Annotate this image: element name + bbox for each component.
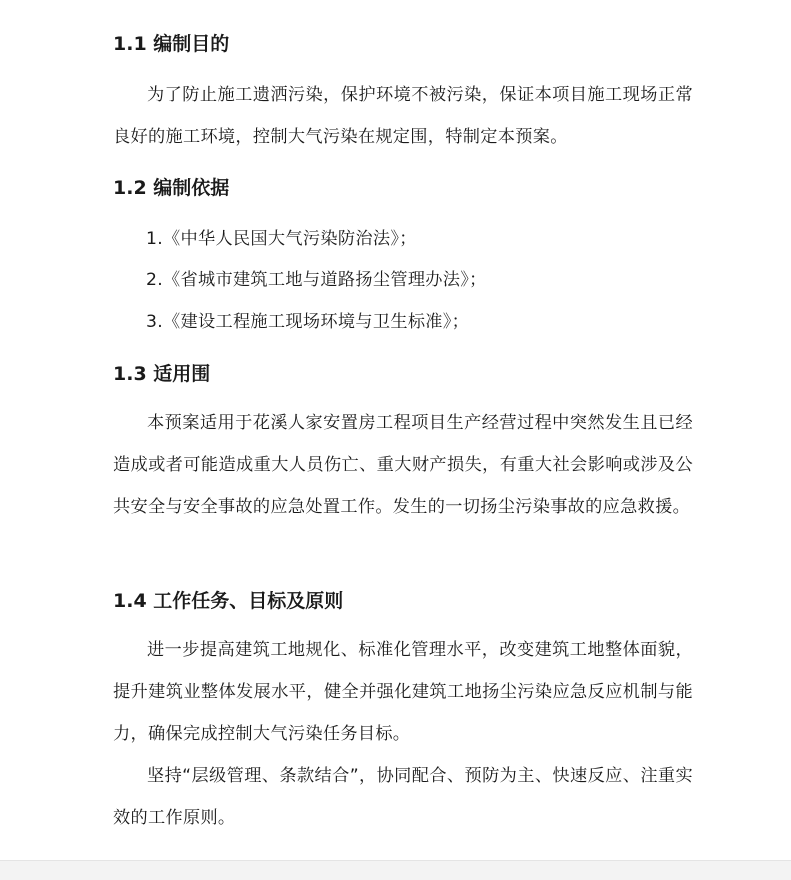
basis-list-item-3: 3.《建设工程施工现场环境与卫生标准》； (146, 312, 470, 332)
section-heading-1-3: 1.3 适用围 (113, 363, 211, 385)
basis-list-item-2: 2.《省城市建筑工地与道路扬尘管理办法》； (146, 270, 487, 290)
page-bottom-edge (0, 860, 791, 880)
section-1-3-paragraph: 本预案适用于花溪人家安置房工程项目生产经营过程中突然发生且已经造成或者可能造成重大人员伤亡、重大财产损失，有重大社会影响或涉及公共安全与安全事故的应急处置工作。发生的一切扬尘污染事故的应急救援。 (113, 413, 693, 517)
section-1-4-paragraph-1: 进一步提高建筑工地规化、标准化管理水平，改变建筑工地整体面貌，提升建筑业整体发展水平，健全并强化建筑工地扬尘污染应急反应机制与能力，确保完成控制大气污染任务目标。 (113, 640, 693, 744)
section-heading-1-2: 1.2 编制依据 (113, 177, 230, 199)
section-heading-1-1: 1.1 编制目的 (113, 33, 230, 55)
section-1-1-paragraph: 为了防止施工遗洒污染，保护环境不被污染，保证本项目施工现场正常良好的施工环境，控制大气污染在规定围，特制定本预案。 (113, 85, 693, 147)
section-heading-1-4: 1.4 工作任务、目标及原则 (113, 590, 344, 612)
section-1-4-paragraph-2: 坚持“层级管理、条款结合”，协同配合、预防为主、快速反应、注重实效的工作原则。 (113, 766, 693, 828)
basis-list-item-1: 1.《中华人民国大气污染防治法》； (146, 229, 417, 249)
